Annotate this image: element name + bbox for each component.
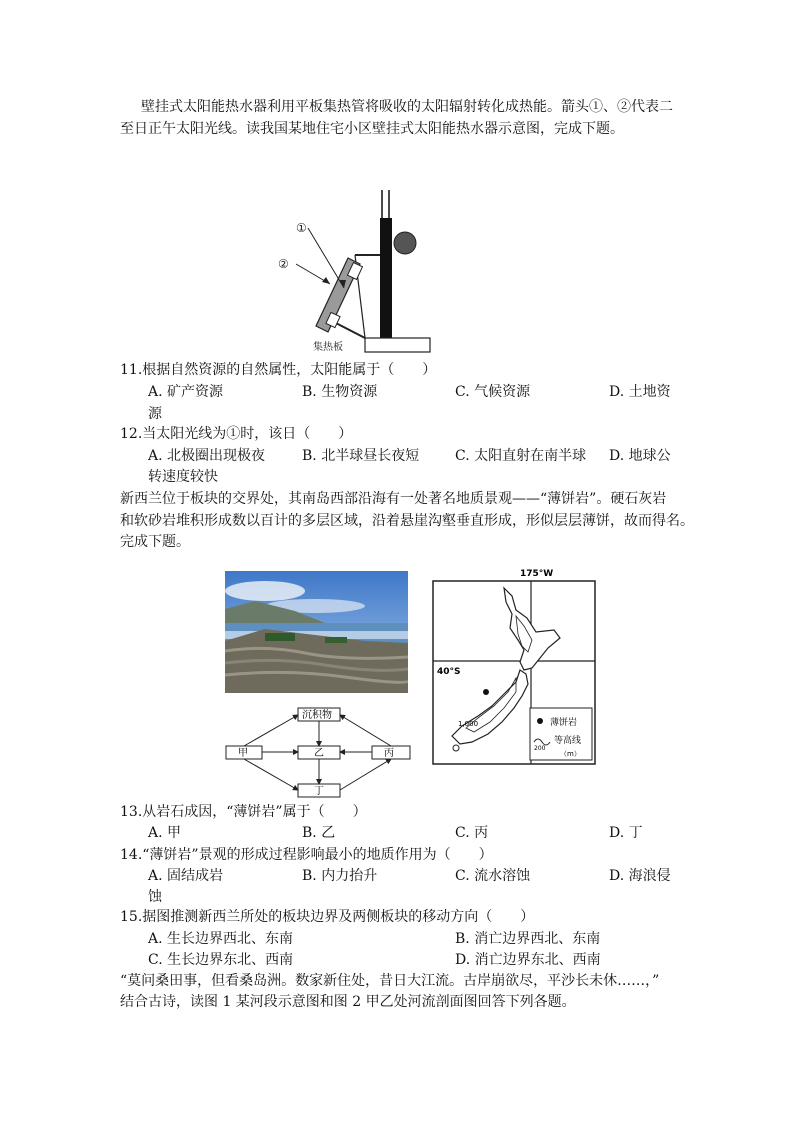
yi-label: 乙 xyxy=(314,748,324,759)
q13-option-d[interactable]: D. 丁 xyxy=(609,825,643,841)
q12-option-a[interactable]: A. 北极圈出现极夜 xyxy=(148,448,266,464)
pancake-rocks-marker xyxy=(483,689,489,695)
q14-option-b[interactable]: B. 内力抬升 xyxy=(302,868,378,884)
q11-option-a[interactable]: A. 矿产资源 xyxy=(148,384,224,400)
q11-stem: 11.根据自然资源的自然属性，太阳能属于（ ） xyxy=(120,362,437,378)
q13-option-c[interactable]: C. 丙 xyxy=(455,825,489,841)
q14-option-a[interactable]: A. 固结成岩 xyxy=(148,868,224,884)
q15-option-c[interactable]: C. 生长边界东北、西南 xyxy=(148,952,294,968)
q14-stem: 14.“薄饼岩”景观的形成过程影响最小的地质作用为（ ） xyxy=(120,847,493,863)
q13-option-b[interactable]: B. 乙 xyxy=(302,825,336,841)
poem-line2: 结合古诗，读图 1 某河段示意图和图 2 甲乙处河流剖面图回答下列各题。 xyxy=(120,994,576,1010)
bing-label: 丙 xyxy=(384,748,394,759)
longitude-label: 175°W xyxy=(520,569,554,579)
new-zealand-map xyxy=(432,566,598,768)
water-tank xyxy=(394,232,416,254)
intro1-line1: 壁挂式太阳能热水器利用平板集热管将吸收的太阳辐射转化成热能。箭头①、②代表二 xyxy=(141,99,673,115)
sediment-label: 沉积物 xyxy=(302,710,332,721)
intro2-line3: 完成下题。 xyxy=(120,534,190,550)
q15-option-a[interactable]: A. 生长边界西北、东南 xyxy=(148,931,294,947)
arrow1-label: ① xyxy=(296,221,307,235)
q12-option-d-cont: 转速度较快 xyxy=(148,469,218,485)
q12-option-c[interactable]: C. 太阳直射在南半球 xyxy=(455,448,587,464)
base-plate xyxy=(365,338,430,352)
q14-option-d[interactable]: D. 海浪侵 xyxy=(609,868,671,884)
q12-option-d[interactable]: D. 地球公 xyxy=(609,448,671,464)
q13-stem: 13.从岩石成因，“薄饼岩”属于（ ） xyxy=(120,804,367,820)
q11-option-d-cont: 源 xyxy=(148,406,162,422)
legend-contour: 等高线 xyxy=(554,736,582,746)
wall-post xyxy=(380,218,392,340)
contour-value: 1,000 xyxy=(458,720,479,728)
q11-option-b[interactable]: B. 生物资源 xyxy=(302,384,378,400)
intro1-line2: 至日正午太阳光线。读我国某地住宅小区壁挂式太阳能热水器示意图，完成下题。 xyxy=(120,121,624,137)
ding-label: 丁 xyxy=(314,786,324,797)
poem-line1: “莫问桑田事，但看桑岛洲。数家新住处，昔日大江流。古岸崩欲尽，平沙长未休……，” xyxy=(120,973,660,989)
intro2-line2: 和软砂岩堆积形成数以百计的多层区域，沿着悬崖沟壑垂直形成，形似层层薄饼，故而得名。 xyxy=(120,513,694,529)
arrow2-label: ② xyxy=(278,257,289,271)
pancake-rocks-photo xyxy=(225,571,408,693)
legend-unit: （m） xyxy=(560,750,581,758)
q13-option-a[interactable]: A. 甲 xyxy=(148,825,182,841)
jia-label: 甲 xyxy=(238,748,248,759)
q15-stem: 15.据图推测新西兰所处的板块边界及两侧板块的移动方向（ ） xyxy=(120,909,535,925)
q12-option-b[interactable]: B. 北半球昼长夜短 xyxy=(302,448,420,464)
latitude-label: 40°S xyxy=(437,667,461,677)
q15-option-b[interactable]: B. 消亡边界西北、东南 xyxy=(455,931,601,947)
q11-option-c[interactable]: C. 气候资源 xyxy=(455,384,531,400)
legend-rock: 薄饼岩 xyxy=(550,718,578,728)
q11-option-d[interactable]: D. 土地资 xyxy=(609,384,671,400)
q15-option-d[interactable]: D. 消亡边界东北、西南 xyxy=(455,952,601,968)
panel-label: 集热板 xyxy=(313,342,343,353)
q12-stem: 12.当太阳光线为①时，该日（ ） xyxy=(120,426,353,442)
legend-value: 200 xyxy=(534,745,546,752)
rock-cycle-diagram xyxy=(224,706,414,804)
q14-option-c[interactable]: C. 流水溶蚀 xyxy=(455,868,531,884)
q14-option-d-cont: 蚀 xyxy=(148,889,162,905)
solar-heater-diagram xyxy=(270,180,440,360)
intro2-line1: 新西兰位于板块的交界处，其南岛西部沿海有一处著名地质景观——“薄饼岩”。硬石灰岩 xyxy=(120,491,667,507)
